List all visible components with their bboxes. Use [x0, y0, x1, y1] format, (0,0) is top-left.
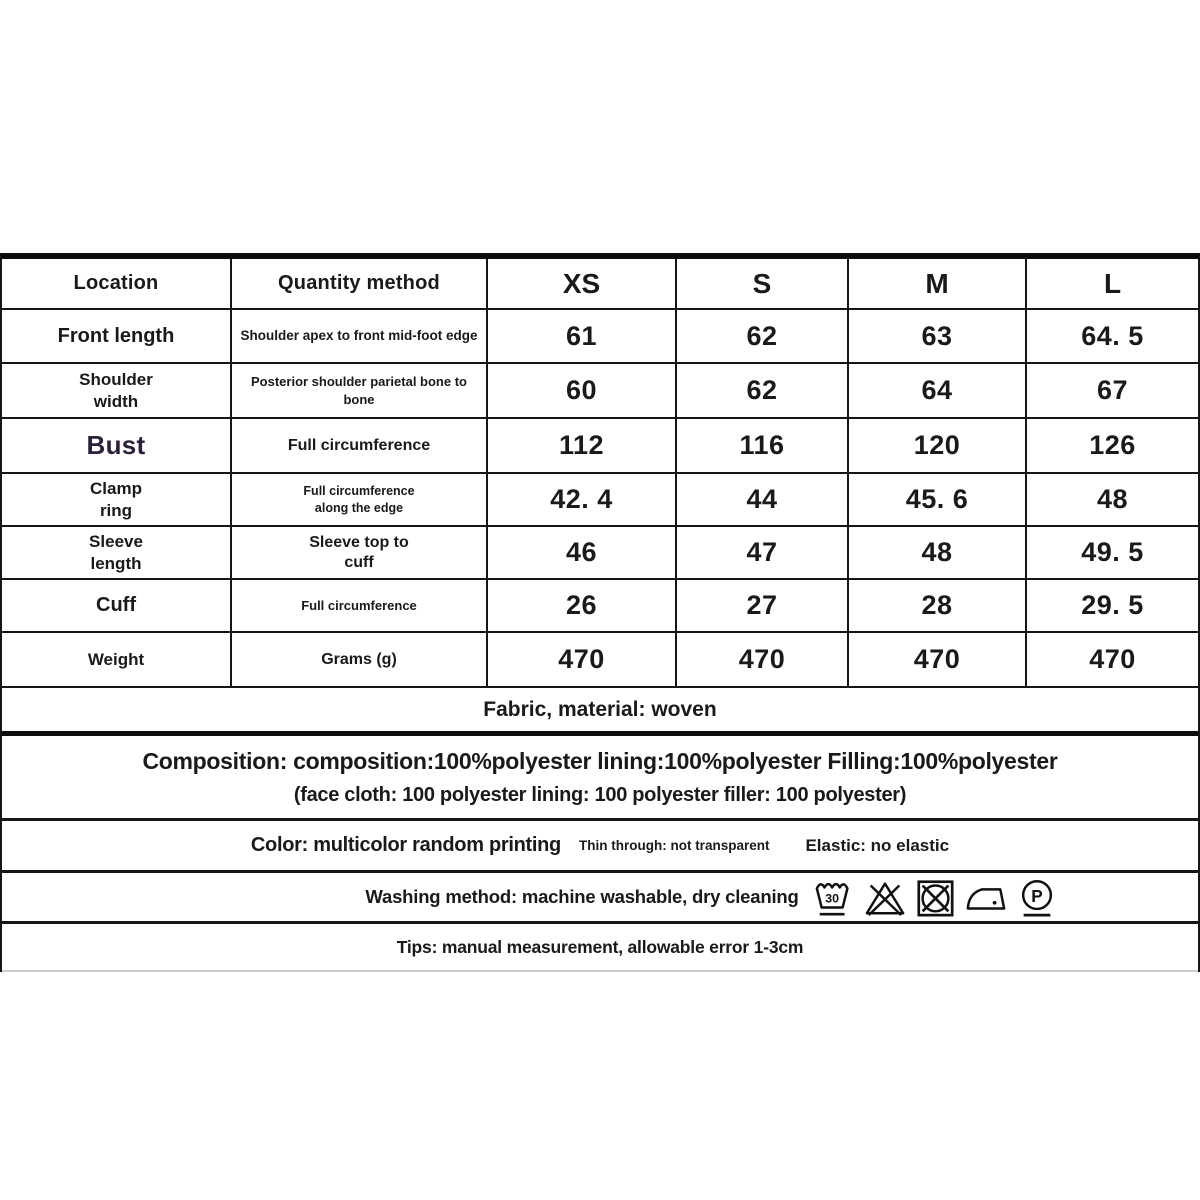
value-cell: 62: [677, 310, 849, 364]
tips-row: [2, 924, 1198, 972]
value-cell: 61: [488, 310, 677, 364]
header-label: M: [925, 267, 949, 299]
svg-text:P: P: [1030, 885, 1043, 906]
value-cell: 49. 5: [1027, 527, 1198, 580]
value-cell: 470: [849, 633, 1027, 688]
color-row: [2, 821, 1198, 873]
color-text: Color: multicolor random printing: [250, 834, 561, 856]
row-label-weight: Weight: [2, 633, 232, 688]
method-front-length: Shoulder apex to front mid-foot edge: [232, 310, 488, 364]
composition-line2: (face cloth: 100 polyester lining: 100 polyester filler: 100 polyester): [293, 783, 907, 806]
value-cell: 48: [1027, 474, 1198, 527]
method-shoulder-width: Posterior shoulder parietal bone to bone: [232, 364, 488, 419]
header-label: S: [752, 267, 772, 299]
size-chart-table: [0, 253, 1200, 972]
method-bust: Full circumference: [232, 419, 488, 474]
value-cell: 67: [1027, 364, 1198, 419]
method-clamp-ring: Full circumference along the edge: [232, 474, 488, 527]
composition-line1: Composition: composition:100%polyester lining:100%polyester Filling:100%polyester: [142, 747, 1058, 774]
washing-text: Washing method: machine washable, dry cleaning: [365, 886, 799, 907]
value-cell: 63: [849, 310, 1027, 364]
value-cell: 64: [849, 364, 1027, 419]
value-cell: 470: [1027, 633, 1198, 688]
header-label: L: [1103, 267, 1122, 299]
column-header-l: [1027, 259, 1198, 310]
tips-text: Tips: manual measurement, allowable error 1-3cm: [396, 936, 804, 957]
value-cell: 42. 4: [488, 474, 677, 527]
value-cell: 120: [849, 419, 1027, 474]
svg-text:30: 30: [824, 891, 839, 906]
size-grid: [2, 259, 1198, 688]
value-cell: 47: [677, 527, 849, 580]
header-label: Quantity method: [278, 272, 440, 294]
iron-icon: [963, 876, 1009, 918]
column-header-xs: [488, 259, 677, 310]
column-header-method: [232, 259, 488, 310]
dry-clean-p-icon: [1015, 876, 1059, 918]
value-cell: 470: [488, 633, 677, 688]
washing-row: [2, 873, 1198, 924]
fabric-material-row: [2, 688, 1198, 736]
laundry-care-icons: [813, 876, 1059, 918]
wash-30-icon: [813, 876, 857, 918]
value-cell: 60: [488, 364, 677, 419]
value-cell: 48: [849, 527, 1027, 580]
row-label-bust: Bust: [2, 419, 232, 474]
washing-group: [365, 876, 1058, 918]
row-label-clamp-ring: Clamp ring: [2, 474, 232, 527]
value-cell: 46: [488, 527, 677, 580]
fabric-material-text: Fabric, material: woven: [483, 697, 717, 721]
value-cell: 64. 5: [1027, 310, 1198, 364]
row-label-shoulder-width: Shoulder width: [2, 364, 232, 419]
header-label: XS: [562, 267, 601, 299]
composition-row: [2, 736, 1198, 821]
value-cell: 27: [677, 580, 849, 633]
column-header-s: [677, 259, 849, 310]
column-header-m: [849, 259, 1027, 310]
column-header-location: [2, 259, 232, 310]
value-cell: 116: [677, 419, 849, 474]
method-weight: Grams (g): [232, 633, 488, 688]
header-label: Location: [73, 272, 159, 294]
elastic-text: Elastic: no elastic: [805, 835, 950, 855]
value-cell: 28: [849, 580, 1027, 633]
row-label-sleeve-length: Sleeve length: [2, 527, 232, 580]
row-label-cuff: Cuff: [2, 580, 232, 633]
value-cell: 62: [677, 364, 849, 419]
value-cell: 126: [1027, 419, 1198, 474]
value-cell: 470: [677, 633, 849, 688]
thin-through-text: Thin through: not transparent: [578, 838, 770, 853]
do-not-tumble-dry-icon: [913, 876, 957, 918]
value-cell: 44: [677, 474, 849, 527]
value-cell: 29. 5: [1027, 580, 1198, 633]
value-cell: 112: [488, 419, 677, 474]
row-label-front-length: Front length: [2, 310, 232, 364]
do-not-bleach-icon: [863, 876, 907, 918]
method-cuff: Full circumference: [232, 580, 488, 633]
value-cell: 26: [488, 580, 677, 633]
value-cell: 45. 6: [849, 474, 1027, 527]
method-sleeve-length: Sleeve top to cuff: [232, 527, 488, 580]
